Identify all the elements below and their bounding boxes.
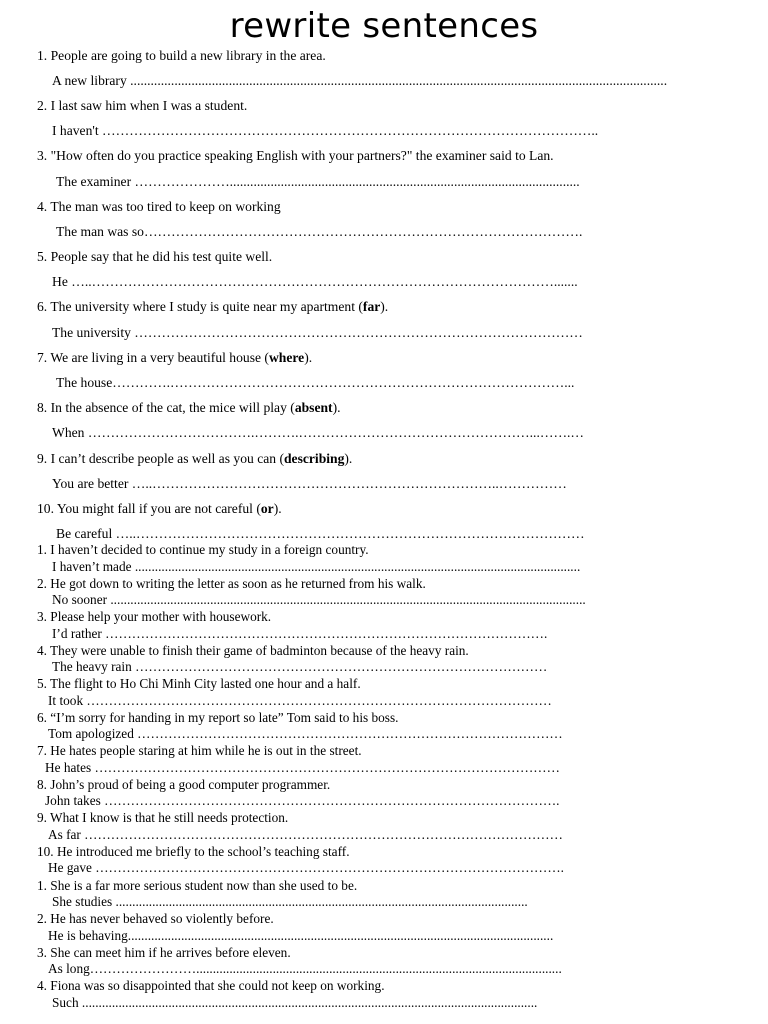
page-title: rewrite sentences [229, 6, 539, 46]
question-text: 4. Fiona was so disappointed that she could not keep on working. [37, 978, 385, 993]
answer-line[interactable]: John takes …………………………………………………………………………………………. [45, 793, 560, 808]
answer-line[interactable]: It took …………………………………………………………………………………………… [48, 693, 552, 708]
answer-line[interactable]: The house………….……………………………………………………………………………... [56, 375, 575, 390]
question-text: 6. “I’m sorry for handing in my report so late” Tom said to his boss. [37, 710, 399, 725]
question-text: 9. I can’t describe people as well as you can (describing). [37, 451, 353, 466]
question-text: 9. What I know is that he still needs protection. [37, 810, 289, 825]
keyword: far [362, 299, 381, 314]
question-text: 7. We are living in a very beautiful house (where). [37, 350, 313, 365]
answer-line[interactable]: I haven’t made ...................................................................................................................................... [52, 559, 581, 574]
answer-line[interactable]: When ……………………………….……….……………………………………………...…….… [52, 425, 585, 440]
question-text: 10. You might fall if you are not careful (or). [37, 501, 282, 516]
answer-line[interactable]: He is behaving................................................................................................................................ [48, 928, 554, 943]
answer-line[interactable]: I haven't ……………………………………………………………………………………………….. [52, 123, 599, 138]
question-text: 1. She is a far more serious student now than she used to be. [37, 878, 358, 893]
answer-line[interactable]: He hates …………………………………………………………………………………………… [45, 760, 560, 775]
question-text: 4. They were unable to finish their game of badminton because of the heavy rain. [37, 643, 469, 658]
question-text: 2. I last saw him when I was a student. [37, 98, 248, 113]
question-text: 1. People are going to build a new library in the area. [37, 48, 326, 63]
question-text: 3. Please help your mother with housework. [37, 609, 272, 624]
question-text: 8. In the absence of the cat, the mice will play (absent). [37, 400, 341, 415]
answer-line[interactable]: She studies ............................................................................................................................ [52, 894, 528, 909]
answer-line[interactable]: You are better …..…………………………………………………………………..…………… [52, 476, 567, 491]
question-text: 4. The man was too tired to keep on working [37, 199, 281, 214]
answer-line[interactable]: As long…………………….............................................................................................................. [48, 961, 562, 976]
answer-line[interactable]: Tom apologized …………………………………………………………………………………… [48, 726, 563, 741]
answer-line[interactable]: The examiner …………………....................................................................................................... [56, 174, 580, 189]
question-text: 2. He has never behaved so violently before. [37, 911, 274, 926]
question-text: 3. She can meet him if he arrives before eleven. [37, 945, 291, 960]
answer-line[interactable]: He gave ……………………………………………………………………………………………. [48, 860, 564, 875]
keyword: or [260, 501, 274, 516]
question-text: 5. The flight to Ho Chi Minh City lasted one hour and a half. [37, 676, 361, 691]
answer-line[interactable]: As far ……………………………………………………………………………………………… [48, 827, 563, 842]
answer-line[interactable]: Be careful …..……………………………………………………………………………………… [56, 526, 585, 541]
answer-line[interactable]: The heavy rain ………………………………………………………………………………… [52, 659, 548, 674]
question-text: 2. He got down to writing the letter as soon as he returned from his walk. [37, 576, 426, 591]
answer-line[interactable]: The man was so……………………………………………………………………………………. [56, 224, 583, 239]
question-text: 7. He hates people staring at him while he is out in the street. [37, 743, 362, 758]
answer-line[interactable]: He …..…………………………………………………………………………………………....... [52, 274, 578, 289]
answer-line[interactable]: No sooner ............................................................................................................................................... [52, 592, 586, 607]
question-text: 1. I haven’t decided to continue my study in a foreign country. [37, 542, 369, 557]
answer-line[interactable]: A new library .............................................................................................................................................................. [52, 73, 668, 88]
answer-line[interactable]: I’d rather ………………………………………………………………………………………. [52, 626, 548, 641]
answer-line[interactable]: The university ……………………………………………………………………………………… [52, 325, 583, 340]
keyword: absent [294, 400, 333, 415]
question-text: 3. "How often do you practice speaking English with your partners?" the examiner said to Lan. [37, 148, 554, 163]
keyword: where [268, 350, 305, 365]
question-text: 5. People say that he did his test quite well. [37, 249, 273, 264]
question-text: 10. He introduced me briefly to the school’s teaching staff. [37, 844, 350, 859]
question-text: 8. John’s proud of being a good computer programmer. [37, 777, 331, 792]
keyword: describing [283, 451, 345, 466]
answer-line[interactable]: Such ......................................................................................................................................... [52, 995, 538, 1010]
question-text: 6. The university where I study is quite near my apartment (far). [37, 299, 389, 314]
